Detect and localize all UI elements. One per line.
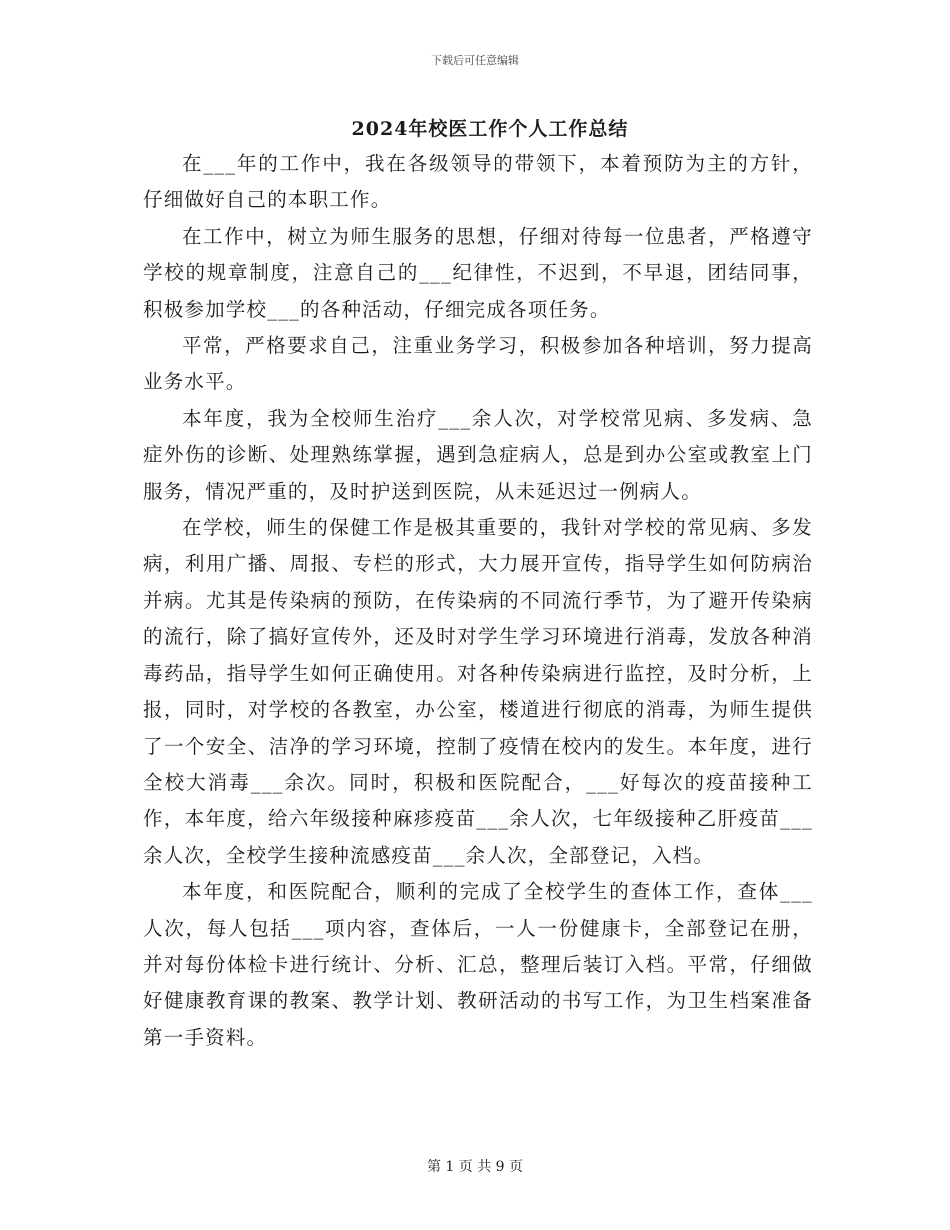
document-title: 2024年校医工作个人工作总结 <box>351 118 629 140</box>
header-note: 下载后可任意编辑 <box>431 54 519 67</box>
paragraph: 平常，严格要求自己，注重业务学习，积极参加各种培训，努力提高业务水平。 <box>143 334 813 394</box>
paragraph: 本年度，我为全校师生治疗___余人次，对学校常见病、多发病、急症外伤的诊断、处理熟练掌握，遇到急症病人，总是到办公室或教室上门服务，情况严重的，及时护送到医院，从未延迟过一例病人。 <box>143 406 813 503</box>
paragraph: 本年度，和医院配合，顺利的完成了全校学生的查体工作，查体___人次，每人包括___项内容，查体后，一人一份健康卡，全部登记在册，并对每份体检卡进行统计、分析、汇总，整理后装订入档。平常，仔细做好健康教育课的教案、教学计划、教研活动的书写工作，为卫生档案准备第一手资料。 <box>143 880 813 1049</box>
paragraph: 在___年的工作中，我在各级领导的带领下，本着预防为主的方针，仔细做好自己的本职工作。 <box>143 152 813 212</box>
document-body <box>143 146 813 1056</box>
paragraph: 在学校，师生的保健工作是极其重要的，我针对学校的常见病、多发病，利用广播、周报、专栏的形式，大力展开宣传，指导学生如何防病治并病。尤其是传染病的预防，在传染病的不同流行季节，为了避开传染病的流行，除了搞好宣传外，还及时对学生学习环境进行消毒，发放各种消毒药品，指导学生如何正确使用。对各种传染病进行监控，及时分析，上报，同时，对学校的各教室，办公室，楼道进行彻底的消毒，为师生提供了一个安全、洁净的学习环境，控制了疫情在校内的发生。本年度，进行全校大消毒___余次。同时，积极和医院配合，___好每次的疫苗接种工作，本年度，给六年级接种麻疹疫苗___余人次，七年级接种乙肝疫苗___余人次，全校学生接种流感疫苗___余人次，全部登记，入档。 <box>143 516 813 867</box>
page-number: 第 1 页 共 9 页 <box>426 1159 524 1175</box>
paragraph: 在工作中，树立为师生服务的思想，仔细对待每一位患者，严格遵守学校的规章制度，注意自己的___纪律性，不迟到，不早退，团结同事，积极参加学校___的各种活动，仔细完成各项任务。 <box>143 224 813 321</box>
